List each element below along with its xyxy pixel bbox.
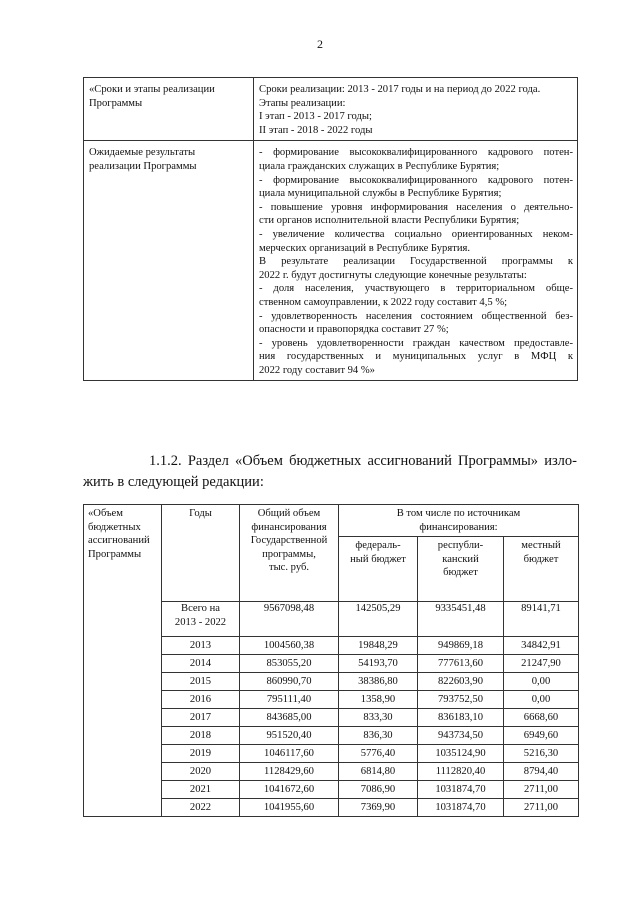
header-line: федераль- <box>355 540 401 551</box>
empty-cell <box>84 727 162 745</box>
federal-cell: 833,30 <box>339 709 418 727</box>
header-line: местный <box>521 540 561 551</box>
year-cell: 2019 <box>162 745 240 763</box>
header-line: бюджет <box>443 567 478 579</box>
federal-cell: 5776,40 <box>339 745 418 763</box>
text-line: Сроки реализации: 2013 - 2017 годы и на период до 2022 года. <box>259 84 541 95</box>
local-cell: 6668,60 <box>504 709 579 727</box>
budget-table <box>83 504 579 817</box>
year-cell: 2016 <box>162 691 240 709</box>
republic-cell: 1031874,70 <box>418 781 504 799</box>
federal-cell: 836,30 <box>339 727 418 745</box>
header-line: тыс. руб. <box>268 562 310 574</box>
local-cell: 2711,00 <box>504 781 579 799</box>
header-line: Государственной <box>250 535 328 547</box>
table-row <box>84 637 579 655</box>
text-line: опасности и правопорядка составит 27 %; <box>259 324 449 336</box>
total-cell: 795111,40 <box>240 691 339 709</box>
local-cell: 0,00 <box>504 691 579 709</box>
year-cell: 2021 <box>162 781 240 799</box>
total-cell: 951520,40 <box>240 727 339 745</box>
label-line: Программы <box>89 97 143 109</box>
text-line: - доля населения, участвующего в территориальном обще- <box>259 283 573 295</box>
federal-cell: 54193,70 <box>339 655 418 673</box>
page-number: 2 <box>317 37 323 51</box>
local-cell: 5216,30 <box>504 745 579 763</box>
federal-cell: 1358,90 <box>339 691 418 709</box>
table-row <box>84 141 578 381</box>
table-row <box>84 745 579 763</box>
table-row <box>84 727 579 745</box>
republic-header <box>418 537 504 602</box>
federal-cell: 7086,90 <box>339 781 418 799</box>
total-cell: 1046117,60 <box>240 745 339 763</box>
text-line: - формирование высококвалифицированного кадрового потен- <box>259 174 573 186</box>
budget-label <box>84 505 162 602</box>
year-cell: 2014 <box>162 655 240 673</box>
text-line: - удовлетворенность населения состоянием общественной без- <box>259 310 573 322</box>
federal-cell: 6814,80 <box>339 763 418 781</box>
republic-cell: 822603,90 <box>418 673 504 691</box>
table-row <box>84 781 579 799</box>
total-cell: 853055,20 <box>240 655 339 673</box>
local-cell: 21247,90 <box>504 655 579 673</box>
label-line: «Сроки и этапы реализации <box>89 84 215 95</box>
text-line: 2022 г. будут достигнуты следующие конечные результаты: <box>259 269 527 281</box>
table-row <box>84 709 579 727</box>
text-line: - повышение уровня информирования населения о деятельно- <box>259 201 573 213</box>
republic-cell: 836183,10 <box>418 709 504 727</box>
empty-cell <box>84 781 162 799</box>
year-cell: 2015 <box>162 673 240 691</box>
text-line: II этап - 2018 - 2022 годы <box>259 124 373 136</box>
federal-header <box>339 537 418 602</box>
total-header <box>240 505 339 602</box>
empty-cell <box>84 799 162 817</box>
republic-cell: 943734,50 <box>418 727 504 745</box>
text-line: - уровень удовлетворенности граждан качеством предоставле- <box>259 337 573 349</box>
local-cell: 89141,71 <box>504 602 579 637</box>
text-line: мерческих организаций в Республике Бурятия. <box>259 242 471 254</box>
federal-cell: 19848,29 <box>339 637 418 655</box>
year-cell: 2020 <box>162 763 240 781</box>
text-line: 2022 году составит 94 %» <box>259 364 375 376</box>
republic-cell: 1031874,70 <box>418 799 504 817</box>
results-label <box>84 141 254 381</box>
year-cell: 2017 <box>162 709 240 727</box>
local-cell: 8794,40 <box>504 763 579 781</box>
text-line: сти органов исполнительной власти Республики Бурятия; <box>259 215 520 227</box>
empty-cell <box>84 745 162 763</box>
sources-header <box>339 505 579 537</box>
republic-cell: 1112820,40 <box>418 763 504 781</box>
republic-cell: 9335451,48 <box>418 602 504 637</box>
year-cell <box>162 602 240 637</box>
header-line: финансирования <box>251 521 327 533</box>
total-cell: 1004560,38 <box>240 637 339 655</box>
text-line: циала гражданских служащих в Республике Бурятия; <box>259 160 500 172</box>
empty-cell <box>84 602 162 637</box>
label-line: реализации Программы <box>89 160 197 172</box>
text-line: Этапы реализации: <box>259 97 346 109</box>
total-cell: 860990,70 <box>240 673 339 691</box>
federal-cell: 7369,90 <box>339 799 418 817</box>
text-line: - увеличение количества социально ориентированных неком- <box>259 228 573 240</box>
text-line: I этап - 2013 - 2017 годы; <box>259 111 372 123</box>
republic-cell: 949869,18 <box>418 637 504 655</box>
section-heading <box>83 451 578 493</box>
text-line: В результате реализации Государственной программы к <box>259 256 573 268</box>
local-header <box>504 537 579 602</box>
results-value <box>254 141 578 381</box>
federal-cell: 142505,29 <box>339 602 418 637</box>
local-cell: 0,00 <box>504 673 579 691</box>
text-line: - формирование высококвалифицированного кадрового потен- <box>259 147 573 159</box>
text-line: ственном самоуправлении, к 2022 году составит 4,5 %; <box>259 296 508 308</box>
header-line: программы, <box>262 548 316 560</box>
total-cell: 1128429,60 <box>240 763 339 781</box>
label-line: Ожидаемые результаты <box>89 147 196 159</box>
empty-cell <box>84 655 162 673</box>
year-cell: 2022 <box>162 799 240 817</box>
label-line: бюджетных <box>88 521 141 533</box>
header-line: канский <box>442 553 479 565</box>
total-cell: 843685,00 <box>240 709 339 727</box>
year-cell: 2013 <box>162 637 240 655</box>
empty-cell <box>84 709 162 727</box>
empty-cell <box>84 763 162 781</box>
table-row <box>84 673 579 691</box>
total-cell: 1041672,60 <box>240 781 339 799</box>
year-line: 2013 - 2022 <box>174 617 227 628</box>
federal-cell: 38386,80 <box>339 673 418 691</box>
year-cell: 2018 <box>162 727 240 745</box>
terms-label <box>84 78 254 141</box>
heading-line-2: жить в следующей редакции: <box>83 474 264 490</box>
table-row <box>84 78 578 141</box>
header-line: ный бюджет <box>350 553 406 565</box>
label-line: Программы <box>88 548 142 560</box>
label-line: ассигнований <box>88 535 150 547</box>
program-passport-table <box>83 77 578 381</box>
total-cell: 1041955,60 <box>240 799 339 817</box>
years-header: Годы <box>162 505 240 602</box>
empty-cell <box>84 691 162 709</box>
header-row <box>84 505 579 537</box>
local-cell: 34842,91 <box>504 637 579 655</box>
republic-cell: 1035124,90 <box>418 745 504 763</box>
label-line: «Объем <box>88 508 123 519</box>
republic-cell: 777613,60 <box>418 655 504 673</box>
local-cell: 6949,60 <box>504 727 579 745</box>
header-line: республи- <box>437 540 484 551</box>
empty-cell <box>84 673 162 691</box>
table-row <box>84 691 579 709</box>
empty-cell <box>84 637 162 655</box>
text-line: ния государственных и муниципальных услуг в МФЦ к <box>259 351 573 363</box>
text-line: циала муниципальной службы в Республике Бурятия; <box>259 188 502 200</box>
year-line: Всего на <box>181 603 220 614</box>
header-line: Общий объем <box>257 508 321 519</box>
table-row <box>84 655 579 673</box>
local-cell: 2711,00 <box>504 799 579 817</box>
header-line: бюджет <box>523 553 559 565</box>
heading-line-1: 1.1.2. Раздел «Объем бюджетных ассигнований Программы» изло- <box>149 453 577 469</box>
table-row <box>84 602 579 637</box>
total-cell: 9567098,48 <box>240 602 339 637</box>
header-line: В том числе по источникам <box>396 508 521 519</box>
terms-value <box>254 78 578 141</box>
header-line: финансирования: <box>419 521 498 533</box>
table-row <box>84 763 579 781</box>
table-row <box>84 799 579 817</box>
republic-cell: 793752,50 <box>418 691 504 709</box>
